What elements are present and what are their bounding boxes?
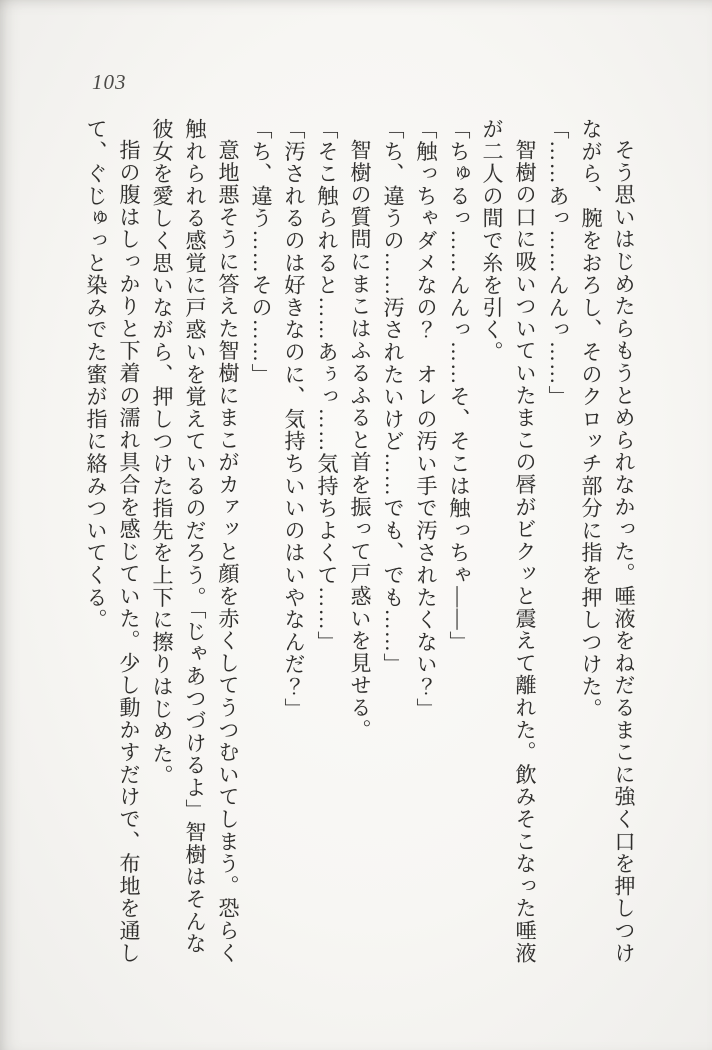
- paragraph-7: 智樹の質問にまこはふるふると首を振って戸惑いを見せる。: [348, 139, 372, 742]
- paragraph-1: そう思いはじめたらもうとめられなかった。唾液をねだるまこに強く口を押しつけながら、腕をおろし、そのクロッチ部分に指を押しつけた。: [579, 118, 636, 965]
- page-number: 103: [92, 70, 127, 94]
- paragraph-11: 意地悪そうに答えた智樹にまこがカァッと顔を赤くしてうつむいてしまう。恐らく触れられる感覚に戸惑いを覚えているのだろう。「じゃあつづけるよ」智樹はそんな彼女を愛しく思いながら、押しつけた指先を上下に擦りはじめた。: [150, 118, 240, 965]
- paragraph-4: 「ちゅるっ……んんっ……そ、そこは触っちゃ――」: [447, 118, 471, 654]
- paragraph-5: 「触っちゃダメなの？ オレの汚い手で汚されたくない？」: [414, 118, 438, 721]
- paragraph-3: 智樹の口に吸いついていたまこの唇がビクッと震えて離れた。飲みそこなった唾液が二人の間で糸を引く。: [480, 118, 537, 965]
- paragraph-2: 「……あっ……んんっ……」: [546, 118, 570, 408]
- paragraph-8: 「そこ触られると……あぅっ……気持ちよくて……」: [315, 118, 339, 654]
- paragraph-9: 「汚されるのは好きなのに、気持ちいいのはいやなんだ？」: [282, 118, 306, 721]
- text-block: [79, 118, 640, 966]
- paragraph-12: 指の腹はしっかりと下着の濡れ具合を感じていた。少し動かすだけで、布地を通して、ぐじゅっと染みでた蜜が指に絡みついてくる。: [84, 118, 141, 965]
- paragraph-6: 「ち、違うの……汚されたいけど……でも、でも……」: [381, 118, 405, 676]
- paragraph-10: 「ち、違う……その……」: [249, 118, 273, 386]
